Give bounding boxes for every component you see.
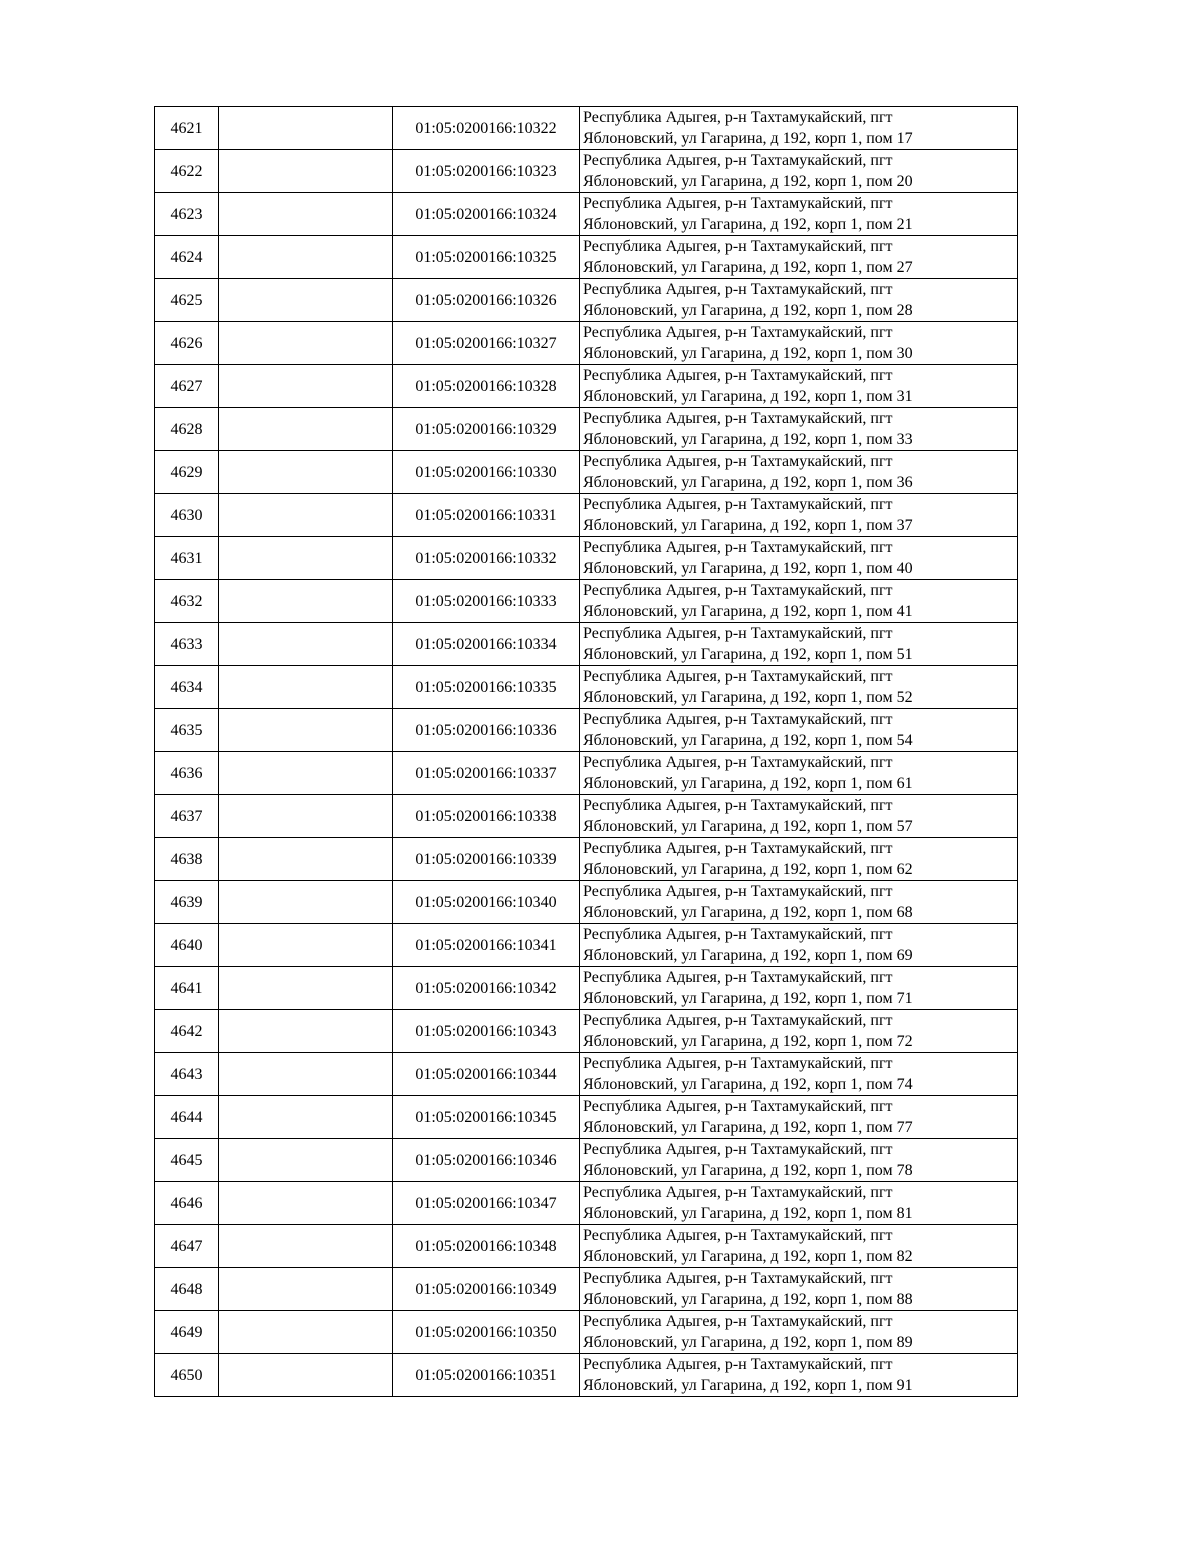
row-number-cell: 4623: [155, 193, 219, 236]
empty-cell: [219, 924, 393, 967]
table-row: [155, 967, 1018, 1010]
row-number-cell: 4647: [155, 1225, 219, 1268]
empty-cell: [219, 1053, 393, 1096]
empty-cell: [219, 967, 393, 1010]
table-row: [155, 752, 1018, 795]
address-cell: Республика Адыгея, р-н Тахтамукайский, пгт Яблоновский, ул Гагарина, д 192, корп 1, пом 31: [580, 365, 1018, 408]
cadastral-number-cell: 01:05:0200166:10329: [393, 408, 580, 451]
cadastral-number-cell: 01:05:0200166:10345: [393, 1096, 580, 1139]
row-number-cell: 4648: [155, 1268, 219, 1311]
table-row: [155, 580, 1018, 623]
empty-cell: [219, 795, 393, 838]
row-number-cell: 4643: [155, 1053, 219, 1096]
cadastral-number-cell: 01:05:0200166:10343: [393, 1010, 580, 1053]
table-row: [155, 1139, 1018, 1182]
empty-cell: [219, 1182, 393, 1225]
table-row: [155, 881, 1018, 924]
empty-cell: [219, 537, 393, 580]
address-cell: Республика Адыгея, р-н Тахтамукайский, пгт Яблоновский, ул Гагарина, д 192, корп 1, пом 91: [580, 1354, 1018, 1397]
address-cell: Республика Адыгея, р-н Тахтамукайский, пгт Яблоновский, ул Гагарина, д 192, корп 1, пом 77: [580, 1096, 1018, 1139]
address-cell: Республика Адыгея, р-н Тахтамукайский, пгт Яблоновский, ул Гагарина, д 192, корп 1, пом 81: [580, 1182, 1018, 1225]
empty-cell: [219, 1139, 393, 1182]
table-row: [155, 795, 1018, 838]
row-number-cell: 4638: [155, 838, 219, 881]
row-number-cell: 4626: [155, 322, 219, 365]
row-number-cell: 4628: [155, 408, 219, 451]
table-row: [155, 1010, 1018, 1053]
empty-cell: [219, 236, 393, 279]
row-number-cell: 4622: [155, 150, 219, 193]
table-row: [155, 365, 1018, 408]
address-cell: Республика Адыгея, р-н Тахтамукайский, пгт Яблоновский, ул Гагарина, д 192, корп 1, пом 30: [580, 322, 1018, 365]
table-row: [155, 494, 1018, 537]
row-number-cell: 4633: [155, 623, 219, 666]
empty-cell: [219, 1311, 393, 1354]
empty-cell: [219, 752, 393, 795]
row-number-cell: 4641: [155, 967, 219, 1010]
address-cell: Республика Адыгея, р-н Тахтамукайский, пгт Яблоновский, ул Гагарина, д 192, корп 1, пом 54: [580, 709, 1018, 752]
empty-cell: [219, 881, 393, 924]
cadastral-number-cell: 01:05:0200166:10349: [393, 1268, 580, 1311]
empty-cell: [219, 107, 393, 150]
empty-cell: [219, 150, 393, 193]
empty-cell: [219, 709, 393, 752]
row-number-cell: 4631: [155, 537, 219, 580]
empty-cell: [219, 838, 393, 881]
address-cell: Республика Адыгея, р-н Тахтамукайский, пгт Яблоновский, ул Гагарина, д 192, корп 1, пом 51: [580, 623, 1018, 666]
cadastral-number-cell: 01:05:0200166:10350: [393, 1311, 580, 1354]
table-row: [155, 1053, 1018, 1096]
empty-cell: [219, 666, 393, 709]
address-cell: Республика Адыгея, р-н Тахтамукайский, пгт Яблоновский, ул Гагарина, д 192, корп 1, пом 17: [580, 107, 1018, 150]
address-cell: Республика Адыгея, р-н Тахтамукайский, пгт Яблоновский, ул Гагарина, д 192, корп 1, пом 40: [580, 537, 1018, 580]
cadastral-number-cell: 01:05:0200166:10337: [393, 752, 580, 795]
row-number-cell: 4630: [155, 494, 219, 537]
table-row: [155, 1182, 1018, 1225]
row-number-cell: 4634: [155, 666, 219, 709]
address-cell: Республика Адыгея, р-н Тахтамукайский, пгт Яблоновский, ул Гагарина, д 192, корп 1, пом 37: [580, 494, 1018, 537]
cadastral-number-cell: 01:05:0200166:10325: [393, 236, 580, 279]
address-cell: Республика Адыгея, р-н Тахтамукайский, пгт Яблоновский, ул Гагарина, д 192, корп 1, пом 61: [580, 752, 1018, 795]
empty-cell: [219, 451, 393, 494]
table-row: [155, 537, 1018, 580]
row-number-cell: 4642: [155, 1010, 219, 1053]
row-number-cell: 4632: [155, 580, 219, 623]
cadastral-number-cell: 01:05:0200166:10332: [393, 537, 580, 580]
address-cell: Республика Адыгея, р-н Тахтамукайский, пгт Яблоновский, ул Гагарина, д 192, корп 1, пом 20: [580, 150, 1018, 193]
address-cell: Республика Адыгея, р-н Тахтамукайский, пгт Яблоновский, ул Гагарина, д 192, корп 1, пом 71: [580, 967, 1018, 1010]
address-cell: Республика Адыгея, р-н Тахтамукайский, пгт Яблоновский, ул Гагарина, д 192, корп 1, пом 78: [580, 1139, 1018, 1182]
table-row: [155, 322, 1018, 365]
row-number-cell: 4639: [155, 881, 219, 924]
table-row: [155, 193, 1018, 236]
row-number-cell: 4637: [155, 795, 219, 838]
empty-cell: [219, 1096, 393, 1139]
table-row: [155, 236, 1018, 279]
cadastral-number-cell: 01:05:0200166:10336: [393, 709, 580, 752]
table-row: [155, 451, 1018, 494]
address-cell: Республика Адыгея, р-н Тахтамукайский, пгт Яблоновский, ул Гагарина, д 192, корп 1, пом 21: [580, 193, 1018, 236]
address-cell: Республика Адыгея, р-н Тахтамукайский, пгт Яблоновский, ул Гагарина, д 192, корп 1, пом 27: [580, 236, 1018, 279]
row-number-cell: 4629: [155, 451, 219, 494]
address-cell: Республика Адыгея, р-н Тахтамукайский, пгт Яблоновский, ул Гагарина, д 192, корп 1, пом 41: [580, 580, 1018, 623]
row-number-cell: 4645: [155, 1139, 219, 1182]
empty-cell: [219, 322, 393, 365]
table-row: [155, 408, 1018, 451]
address-cell: Республика Адыгея, р-н Тахтамукайский, пгт Яблоновский, ул Гагарина, д 192, корп 1, пом 69: [580, 924, 1018, 967]
property-registry-table: [154, 106, 1018, 1397]
row-number-cell: 4649: [155, 1311, 219, 1354]
address-cell: Республика Адыгея, р-н Тахтамукайский, пгт Яблоновский, ул Гагарина, д 192, корп 1, пом 82: [580, 1225, 1018, 1268]
address-cell: Республика Адыгея, р-н Тахтамукайский, пгт Яблоновский, ул Гагарина, д 192, корп 1, пом 36: [580, 451, 1018, 494]
table-row: [155, 279, 1018, 322]
empty-cell: [219, 1225, 393, 1268]
cadastral-number-cell: 01:05:0200166:10323: [393, 150, 580, 193]
row-number-cell: 4644: [155, 1096, 219, 1139]
table-row: [155, 666, 1018, 709]
table-row: [155, 924, 1018, 967]
empty-cell: [219, 1354, 393, 1397]
cadastral-number-cell: 01:05:0200166:10342: [393, 967, 580, 1010]
cadastral-number-cell: 01:05:0200166:10335: [393, 666, 580, 709]
table-row: [155, 1354, 1018, 1397]
cadastral-number-cell: 01:05:0200166:10347: [393, 1182, 580, 1225]
cadastral-number-cell: 01:05:0200166:10331: [393, 494, 580, 537]
empty-cell: [219, 623, 393, 666]
cadastral-number-cell: 01:05:0200166:10322: [393, 107, 580, 150]
cadastral-number-cell: 01:05:0200166:10327: [393, 322, 580, 365]
table-row: [155, 709, 1018, 752]
row-number-cell: 4625: [155, 279, 219, 322]
empty-cell: [219, 1010, 393, 1053]
empty-cell: [219, 580, 393, 623]
cadastral-number-cell: 01:05:0200166:10348: [393, 1225, 580, 1268]
cadastral-number-cell: 01:05:0200166:10330: [393, 451, 580, 494]
address-cell: Республика Адыгея, р-н Тахтамукайский, пгт Яблоновский, ул Гагарина, д 192, корп 1, пом 57: [580, 795, 1018, 838]
empty-cell: [219, 279, 393, 322]
address-cell: Республика Адыгея, р-н Тахтамукайский, пгт Яблоновский, ул Гагарина, д 192, корп 1, пом 88: [580, 1268, 1018, 1311]
cadastral-number-cell: 01:05:0200166:10341: [393, 924, 580, 967]
cadastral-number-cell: 01:05:0200166:10334: [393, 623, 580, 666]
row-number-cell: 4650: [155, 1354, 219, 1397]
row-number-cell: 4624: [155, 236, 219, 279]
cadastral-number-cell: 01:05:0200166:10324: [393, 193, 580, 236]
row-number-cell: 4627: [155, 365, 219, 408]
row-number-cell: 4636: [155, 752, 219, 795]
cadastral-number-cell: 01:05:0200166:10333: [393, 580, 580, 623]
row-number-cell: 4646: [155, 1182, 219, 1225]
empty-cell: [219, 408, 393, 451]
registry-table-body: [155, 107, 1018, 1397]
address-cell: Республика Адыгея, р-н Тахтамукайский, пгт Яблоновский, ул Гагарина, д 192, корп 1, пом 68: [580, 881, 1018, 924]
address-cell: Республика Адыгея, р-н Тахтамукайский, пгт Яблоновский, ул Гагарина, д 192, корп 1, пом 89: [580, 1311, 1018, 1354]
address-cell: Республика Адыгея, р-н Тахтамукайский, пгт Яблоновский, ул Гагарина, д 192, корп 1, пом 33: [580, 408, 1018, 451]
address-cell: Республика Адыгея, р-н Тахтамукайский, пгт Яблоновский, ул Гагарина, д 192, корп 1, пом 74: [580, 1053, 1018, 1096]
table-row: [155, 1225, 1018, 1268]
table-row: [155, 107, 1018, 150]
table-row: [155, 623, 1018, 666]
row-number-cell: 4635: [155, 709, 219, 752]
cadastral-number-cell: 01:05:0200166:10346: [393, 1139, 580, 1182]
cadastral-number-cell: 01:05:0200166:10328: [393, 365, 580, 408]
cadastral-number-cell: 01:05:0200166:10326: [393, 279, 580, 322]
cadastral-number-cell: 01:05:0200166:10351: [393, 1354, 580, 1397]
cadastral-number-cell: 01:05:0200166:10338: [393, 795, 580, 838]
table-row: [155, 1311, 1018, 1354]
row-number-cell: 4621: [155, 107, 219, 150]
cadastral-number-cell: 01:05:0200166:10344: [393, 1053, 580, 1096]
empty-cell: [219, 1268, 393, 1311]
row-number-cell: 4640: [155, 924, 219, 967]
empty-cell: [219, 365, 393, 408]
address-cell: Республика Адыгея, р-н Тахтамукайский, пгт Яблоновский, ул Гагарина, д 192, корп 1, пом 72: [580, 1010, 1018, 1053]
table-row: [155, 150, 1018, 193]
table-row: [155, 1268, 1018, 1311]
address-cell: Республика Адыгея, р-н Тахтамукайский, пгт Яблоновский, ул Гагарина, д 192, корп 1, пом 52: [580, 666, 1018, 709]
cadastral-number-cell: 01:05:0200166:10339: [393, 838, 580, 881]
cadastral-number-cell: 01:05:0200166:10340: [393, 881, 580, 924]
address-cell: Республика Адыгея, р-н Тахтамукайский, пгт Яблоновский, ул Гагарина, д 192, корп 1, пом 28: [580, 279, 1018, 322]
empty-cell: [219, 193, 393, 236]
table-row: [155, 838, 1018, 881]
address-cell: Республика Адыгея, р-н Тахтамукайский, пгт Яблоновский, ул Гагарина, д 192, корп 1, пом 62: [580, 838, 1018, 881]
empty-cell: [219, 494, 393, 537]
table-row: [155, 1096, 1018, 1139]
